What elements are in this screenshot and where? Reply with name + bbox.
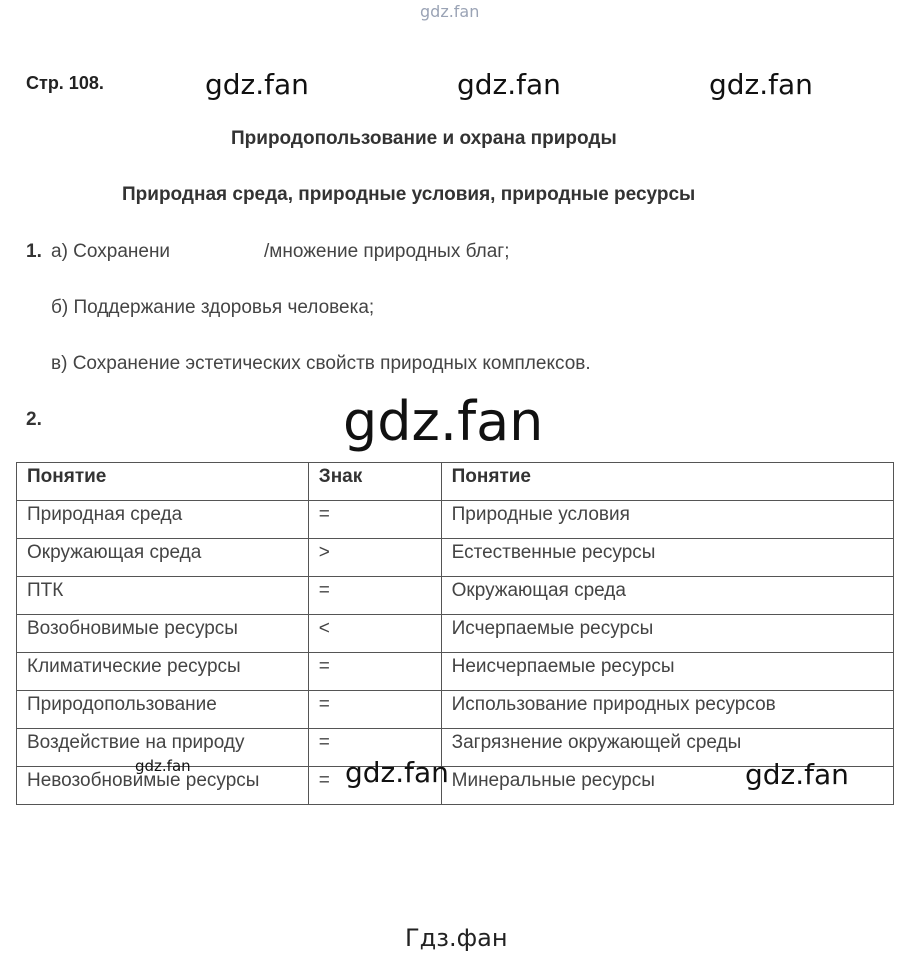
footer-label: Гдз.фан (405, 924, 508, 952)
table-cell: = (308, 653, 441, 691)
page-reference: Стр. 108. (26, 73, 104, 93)
table-cell: = (308, 691, 441, 729)
header-concept-2: Понятие (441, 463, 893, 501)
watermark-row1-right: gdz.fan (709, 68, 813, 101)
task1-item-b: б) Поддержание здоровья человека; (51, 297, 375, 318)
concepts-table (16, 462, 894, 805)
table-cell: Природные условия (441, 501, 893, 539)
table-cell: Воздействие на природу (17, 729, 309, 767)
table-cell: = (308, 501, 441, 539)
table-header-row (17, 463, 894, 501)
watermark-row1-center: gdz.fan (457, 68, 561, 101)
table-cell: Природопользование (17, 691, 309, 729)
table-cell: Минеральные ресурсы (441, 767, 893, 805)
table-row (17, 501, 894, 539)
table-row (17, 539, 894, 577)
table-cell: Естественные ресурсы (441, 539, 893, 577)
table-cell: Исчерпаемые ресурсы (441, 615, 893, 653)
task1-number: 1. (26, 241, 42, 262)
table-cell: Загрязнение окружающей среды (441, 729, 893, 767)
watermark-center: gdz.fan (343, 390, 544, 453)
table-cell: = (308, 729, 441, 767)
table-cell: < (308, 615, 441, 653)
task1-item-a-right: /множение природных благ; (264, 241, 510, 262)
table-row (17, 577, 894, 615)
task2-number: 2. (26, 409, 42, 430)
main-heading: Природопользование и охрана природы (231, 128, 617, 149)
watermark-table-right: gdz.fan (745, 758, 849, 791)
table-row (17, 653, 894, 691)
table-row (17, 615, 894, 653)
table-cell: Невозобновимые ресурсы (17, 767, 309, 805)
table-cell: = (308, 577, 441, 615)
table-cell: ПТК (17, 577, 309, 615)
table-cell: Окружающая среда (441, 577, 893, 615)
table-cell: Использование природных ресурсов (441, 691, 893, 729)
watermark-table-small: gdz.fan (135, 757, 191, 775)
task1-item-a-left: а) Сохранени (51, 241, 171, 262)
table-row (17, 691, 894, 729)
table-cell: Возобновимые ресурсы (17, 615, 309, 653)
table-cell: Природная среда (17, 501, 309, 539)
table-cell: Окружающая среда (17, 539, 309, 577)
header-sign: Знак (308, 463, 441, 501)
watermark-row1-left: gdz.fan (205, 68, 309, 101)
watermark-top: gdz.fan (420, 2, 480, 21)
table-cell: > (308, 539, 441, 577)
watermark-table-mid: gdz.fan (345, 756, 449, 789)
task1-item-c: в) Сохранение эстетических свойств природных комплексов. (51, 353, 591, 374)
table-cell: Климатические ресурсы (17, 653, 309, 691)
table-cell: = (308, 767, 441, 805)
header-concept-1: Понятие (17, 463, 309, 501)
table-cell: Неисчерпаемые ресурсы (441, 653, 893, 691)
sub-heading: Природная среда, природные условия, природные ресурсы (122, 184, 696, 205)
